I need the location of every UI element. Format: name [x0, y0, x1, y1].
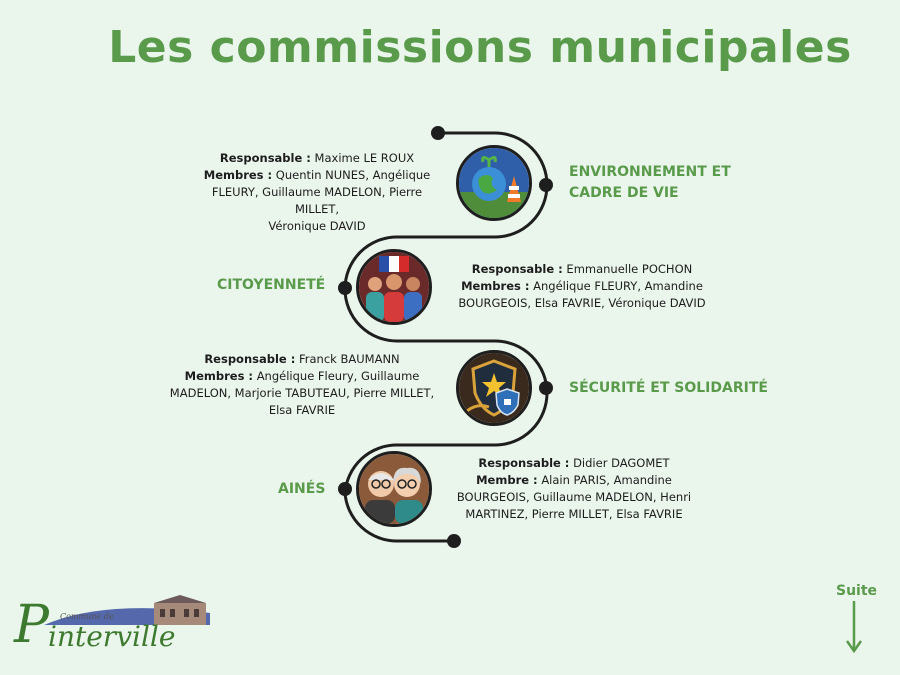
elders-icon: [356, 451, 432, 527]
members-label: Membre :: [476, 473, 538, 487]
responsible-label: Responsable :: [471, 262, 563, 276]
members-label: Membres :: [203, 168, 273, 182]
timeline-dot: [539, 381, 553, 395]
shield-icon: [456, 350, 532, 426]
citizens-icon: [356, 249, 432, 325]
commission-title-citizenship: CITOYENNETÉ: [217, 277, 326, 293]
responsible-name: Franck BAUMANN: [299, 352, 400, 366]
logo-initial: P: [14, 595, 49, 655]
timeline-dot: [539, 178, 553, 192]
commission-info-citizenship: Responsable : Emmanuelle POCHON Membres : Angélique FLEURY, Amandine BOURGEOIS, Elsa FAVRIE, Véronique DAVID: [458, 262, 706, 310]
responsible-label: Responsable :: [219, 151, 311, 165]
globe-icon: [456, 145, 532, 221]
timeline-dot: [338, 281, 352, 295]
logo-subtitle: Commune de: [60, 612, 114, 621]
next-label[interactable]: Suite: [836, 583, 878, 599]
commission-title-security: SÉCURITÉ ET SOLIDARITÉ: [569, 380, 768, 396]
commission-title-environment: ENVIRONNEMENT ET CADRE DE VIE: [569, 164, 731, 201]
commission-info-environment: Responsable : Maxime LE ROUX Membres : Quentin NUNES, Angélique FLEURY, Guillaume MADELON, Pierre MILLET, Véronique DAVID: [203, 151, 431, 233]
responsible-label: Responsable :: [204, 352, 296, 366]
members-label: Membres :: [461, 279, 530, 293]
timeline-start-dot: [431, 126, 445, 140]
responsible-label: Responsable :: [478, 456, 570, 470]
arrow-down-icon[interactable]: [844, 601, 864, 653]
responsible-name: Emmanuelle POCHON: [566, 262, 693, 276]
timeline-dot: [338, 482, 352, 496]
commission-info-security: Responsable : Franck BAUMANN Membres : Angélique Fleury, Guillaume MADELON, Marjorie TABUTEAU, Pierre MILLET, Elsa FAVRIE: [169, 352, 435, 417]
responsible-name: Maxime LE ROUX: [314, 151, 415, 165]
next-link[interactable]: [836, 583, 877, 657]
responsible-name: Didier DAGOMET: [573, 456, 670, 470]
timeline-end-dot: [447, 534, 461, 548]
members-label: Membres :: [184, 369, 254, 383]
town-logo: [14, 595, 214, 661]
page-title: Les commissions municipales: [108, 22, 852, 73]
commission-info-elders: Responsable : Didier DAGOMET Membre : Alain PARIS, Amandine BOURGEOIS, Guillaume MADELON, Henri MARTINEZ, Pierre MILLET, Elsa FAVRIE: [456, 456, 692, 521]
logo-name: interville: [48, 620, 176, 653]
commission-title-elders: AINÉS: [278, 481, 326, 497]
